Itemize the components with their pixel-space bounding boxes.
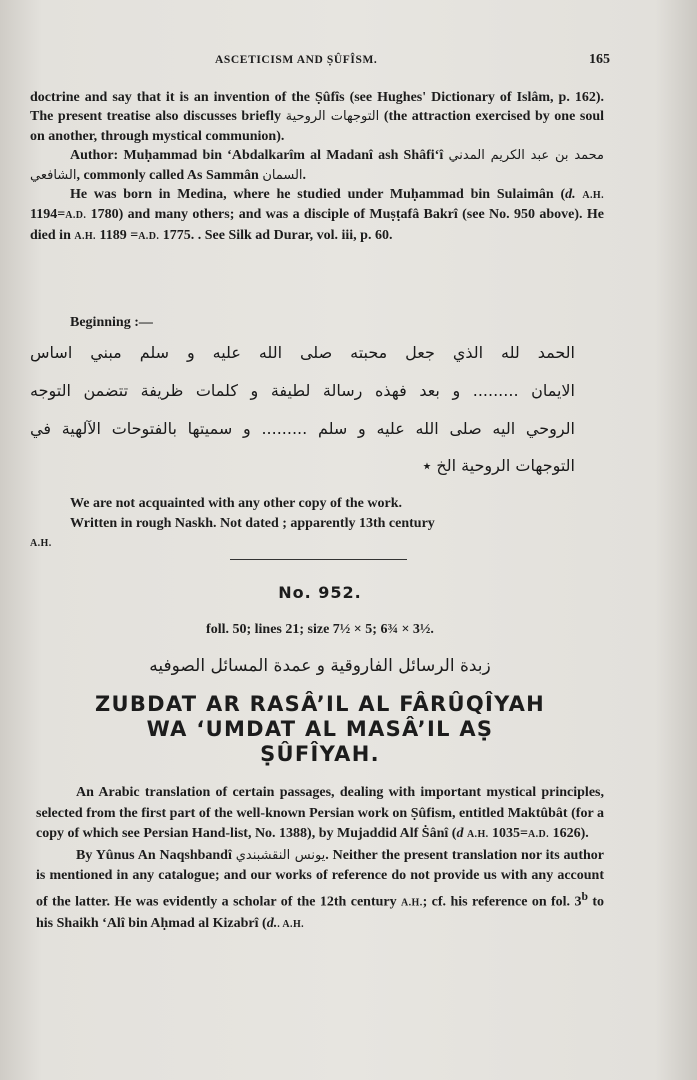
- arabic-term: التوجهات الروحية: [285, 109, 380, 125]
- paragraph-text-end: (the attraction exercised by one soul on another, through mystical communion).: [30, 109, 605, 144]
- translator-ah: A.H.: [401, 897, 423, 909]
- paragraph-text: doctrine and say that it is an invention of the Ṣûfîs (see Hughes' Dictionary of Islâm, p. 162). The present treatise also discusses briefly: [30, 90, 604, 125]
- desc-text-3: 1626).: [552, 826, 589, 841]
- paragraph-biography: [30, 185, 604, 246]
- bio-text-3: 1780) and many others; and was a disciple of Muṣṭafâ Bakrî (see No. 950 above). He died in: [30, 207, 604, 243]
- not-acquainted: We are not acquainted with any other copy of the work.: [70, 496, 402, 511]
- desc-text-2: 1035=: [492, 826, 529, 841]
- arabic-line-2: الايمان ......... و بعد فهذه رسالة لطيفة و كلمات ظريفة تتضمن التوجه: [30, 381, 575, 400]
- title-line-2: WA ‘UMDAT AL MASÂ’IL AṢ: [146, 717, 494, 741]
- translator-text-1: By Yûnus An Naqshbandî: [76, 847, 232, 863]
- running-head-title: ASCETICISM AND ṢÛFÎSM.: [215, 54, 378, 66]
- arabic-line-4: التوجهات الروحية الخ ٭: [422, 456, 575, 475]
- bio-ah-2: A.H.: [74, 230, 96, 242]
- bio-ah-1: A.H.: [582, 190, 604, 202]
- translator-text-2: . Neither the present translation nor its author is mentioned in any catalogue; and our works of reference do not provide us with any account of the latter. He was evidently a scholar of the 12th century: [36, 847, 604, 910]
- author-arabic-laqab: السمان: [262, 167, 303, 183]
- copy-notes: [30, 494, 604, 554]
- translator-arabic: يونس النقشبندي: [235, 847, 326, 863]
- paragraph-author: [30, 146, 604, 185]
- translator-d: d.: [266, 915, 278, 931]
- title-line-1: ZUBDAT AR RASÂ’IL AL FÂRÛQÎYAH: [94, 692, 546, 716]
- author-name: Muḥammad bin ‘Abdalkarîm al Madanî ash Shâfi‘î: [123, 148, 444, 164]
- written-ah: A.H.: [30, 538, 52, 549]
- bio-ad-1: A.D.: [65, 210, 87, 222]
- author-end: .: [302, 167, 307, 183]
- author-mid: , commonly called As Sammân: [76, 167, 259, 183]
- bio-text-4: 1189 =: [99, 227, 139, 243]
- translator-ah-2: . A.H.: [277, 918, 305, 930]
- translator-text-4: to his Shaikh ‘Alî bin Aḥmad al Kizabrî (: [36, 894, 604, 931]
- arabic-line-3: الروحي اليه صلى الله عليه و سلم ......... و سميتها بالفتوحات الآلهية في: [30, 419, 575, 438]
- written-note: [30, 514, 604, 534]
- entry-description: [36, 783, 604, 935]
- entry-title: [30, 692, 610, 767]
- page-number: 165: [589, 52, 610, 67]
- arabic-title: زبدة الرسائل الفاروقية و عمدة المسائل الصوفيه: [149, 656, 491, 676]
- folio-superscript: b: [581, 889, 588, 903]
- paragraph-translator: [36, 846, 604, 936]
- desc-ah: A.H.: [466, 829, 489, 840]
- paragraph-translation: [36, 783, 604, 846]
- desc-ad: A.D.: [528, 829, 550, 840]
- paragraph-doctrine: [30, 88, 604, 146]
- title-line-3: ṢÛFÎYAH.: [260, 742, 380, 766]
- author-label: Author:: [70, 148, 119, 164]
- beginning-label: Beginning :—: [70, 315, 153, 330]
- bio-text-2: 1194=: [30, 207, 66, 223]
- bio-text-1: He was born in Medina, where he studied under Muḥammad bin Sulaimân (: [70, 187, 566, 203]
- running-head: [30, 52, 610, 68]
- written-text: Written in rough Naskh. Not dated ; apparently 13th century: [70, 516, 435, 531]
- desc-text-1: An Arabic translation of certain passages, dealing with important mystical principles, selected from the first part of the well-known Persian work on Ṣûfism, entitled Maktûbât (for a copy of which see Persian Hand-list, No. 1388), by Mujaddid Alf Ṡânî (: [36, 785, 604, 841]
- bio-text-5: 1775. . See Silk ad Durar, vol. iii, p. 60.: [162, 227, 393, 243]
- bio-ad-2: A.D.: [138, 230, 160, 242]
- section-divider: [230, 559, 407, 560]
- folio-details: foll. 50; lines 21; size 7½ × 5; 6¾ × 3½.: [206, 622, 434, 637]
- desc-d: d: [456, 826, 464, 841]
- translator-text-3: ; cf. his reference on fol. 3: [422, 894, 582, 910]
- body-text-top: [30, 88, 604, 246]
- arabic-line-1: الحمد لله الذي جعل محبته صلى الله عليه و سلم مبني اساس: [30, 343, 575, 362]
- entry-number: No. 952.: [278, 583, 362, 602]
- bio-d: d.: [565, 187, 576, 203]
- author-arabic: محمد بن عبد الكريم المدني الشافعي: [30, 148, 605, 183]
